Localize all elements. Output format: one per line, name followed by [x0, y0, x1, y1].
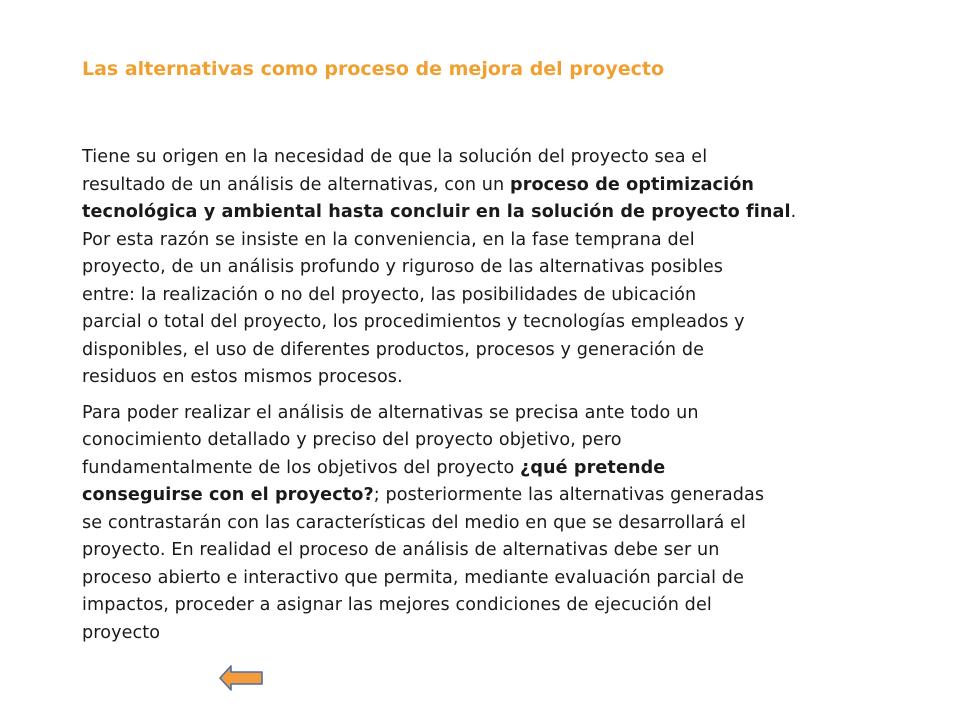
left-arrow-icon [218, 664, 264, 692]
text-line [82, 455, 902, 483]
back-button[interactable] [218, 664, 264, 692]
text-segment: fundamentalmente de los objetivos del proyecto [82, 457, 521, 478]
text-segment: Por esta razón se insiste en la conveniencia, en la fase temprana del [82, 229, 695, 250]
text-segment: Para poder realizar el análisis de alternativas se precisa ante todo un [82, 402, 699, 423]
text-line [82, 364, 902, 392]
text-line [82, 282, 902, 310]
bold-text: proceso de optimización [510, 174, 755, 195]
text-line [82, 172, 902, 200]
text-segment: parcial o total del proyecto, los procedimientos y tecnologías empleados y [82, 312, 745, 332]
text-segment: entre: la realización o no del proyecto, las posibilidades de ubicación [82, 284, 697, 305]
text-segment: proyecto, de un análisis profundo y riguroso de las alternativas posibles [82, 257, 724, 277]
slide-title: Las alternativas como proceso de mejora del proyecto [82, 58, 664, 80]
text-line [82, 254, 902, 282]
text-line [82, 427, 902, 455]
text-segment: Tiene su origen en la necesidad de que la solución del proyecto sea el [82, 147, 708, 167]
body-text [82, 144, 902, 647]
text-line [82, 620, 902, 648]
text-segment: resultado de un análisis de alternativas, con un [82, 174, 510, 195]
text-line [82, 482, 902, 510]
text-line [82, 144, 902, 172]
text-line [82, 592, 902, 620]
text-line [82, 537, 902, 565]
bold-text: ¿qué pretende [520, 457, 666, 478]
text-segment: proyecto. En realidad el proceso de análisis de alternativas debe ser un [82, 540, 720, 560]
paragraph [82, 144, 902, 392]
text-segment: conocimiento detallado y preciso del proyecto objetivo, pero [82, 430, 622, 450]
text-segment: impactos, proceder a asignar las mejores condiciones de ejecución del [82, 595, 712, 615]
bold-text: tecnológica y ambiental hasta concluir en la solución de proyecto final [82, 202, 791, 222]
text-line [82, 400, 902, 428]
text-line [82, 227, 902, 255]
text-line [82, 510, 902, 538]
text-line [82, 565, 902, 593]
text-segment: residuos en estos mismos procesos. [82, 367, 403, 387]
text-segment: proceso abierto e interactivo que permita, mediante evaluación parcial de [82, 567, 744, 588]
paragraph [82, 400, 902, 648]
text-segment: se contrastarán con las características del medio en que se desarrollará el [82, 512, 747, 533]
text-segment: ; posteriormente las alternativas generadas [373, 485, 765, 505]
bold-text: conseguirse con el proyecto? [82, 485, 374, 505]
text-line [82, 337, 902, 365]
text-segment: disponibles, el uso de diferentes productos, procesos y generación de [82, 339, 705, 360]
text-line [82, 199, 902, 227]
text-segment: . [790, 202, 797, 222]
text-line [82, 309, 902, 337]
text-segment: proyecto [82, 622, 161, 643]
